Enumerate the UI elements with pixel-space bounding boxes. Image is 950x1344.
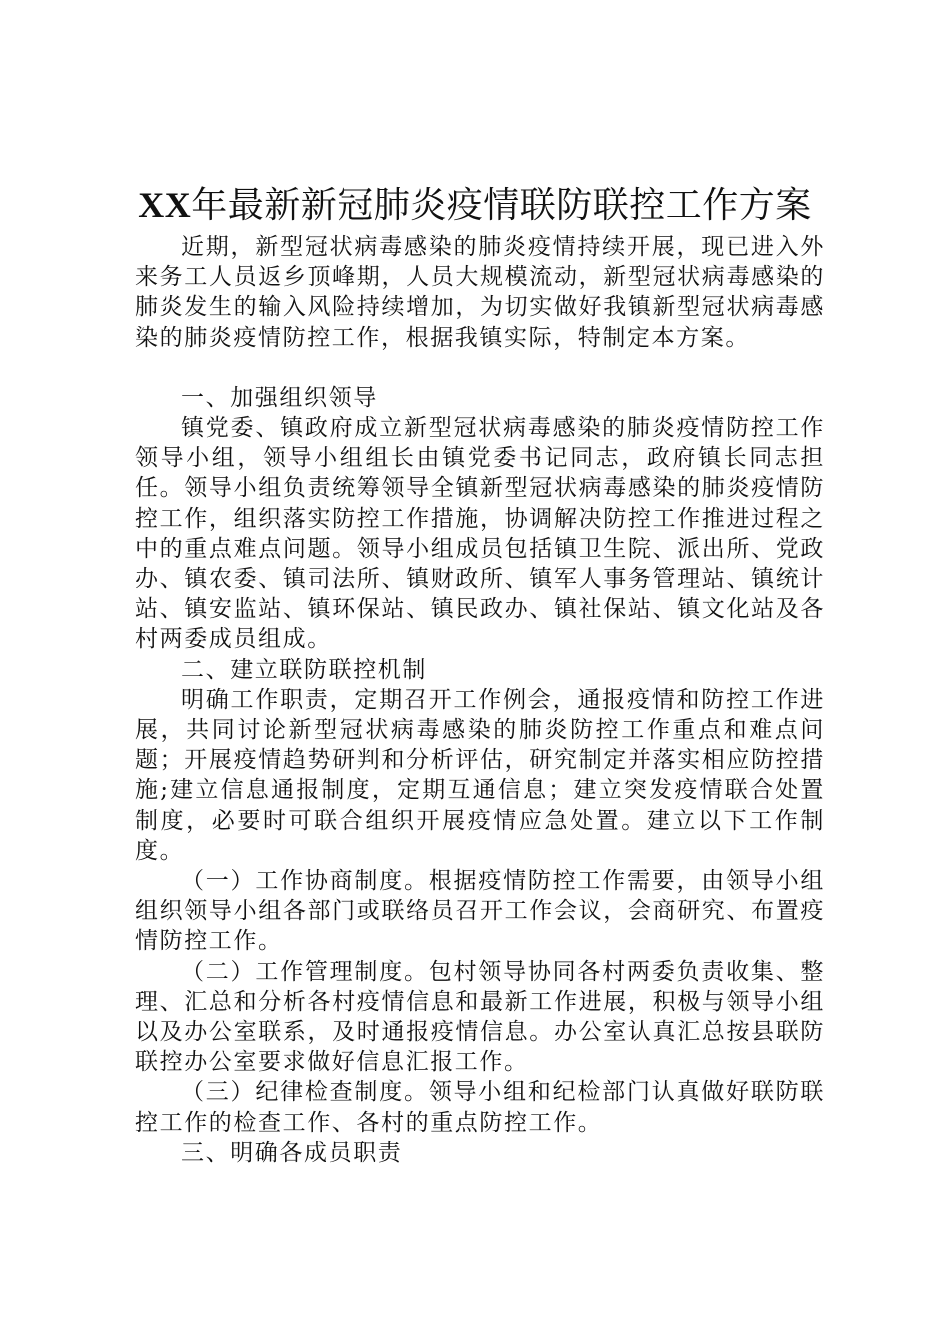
document-title (0, 183, 950, 228)
section-heading-3: 三、明确各成员职责 (181, 1139, 403, 1166)
intro-paragraph: 近期，新型冠状病毒感染的肺炎疫情持续开展，现已进入外来务工人员返乡顶峰期，人员大规模流动，新型冠状病毒感染的肺炎发生的输入风险持续增加，为切实做好我镇新型冠状病毒感染的肺炎疫情防控工作，根据我镇实际，特制定本方案。 (135, 234, 825, 351)
section-paragraph-1: 镇党委、镇政府成立新型冠状病毒感染的肺炎疫情防控工作领导小组，领导小组组长由镇党委书记同志，政府镇长同志担任。领导小组负责统筹领导全镇新型冠状病毒感染的肺炎疫情防控工作，组织落实防控工作措施，协调解决防控工作推进过程之中的重点难点问题。领导小组成员包括镇卫生院、派出所、党政办、镇农委、镇司法所、镇财政所、镇军人事务管理站、镇统计站、镇安监站、镇环保站、镇民政办、镇社保站、镇文化站及各村两委成员组成。 (135, 415, 825, 653)
title-prefix: XX (138, 185, 192, 225)
subsection-paragraph-1: （一）工作协商制度。根据疫情防控工作需要，由领导小组组织领导小组各部门或联络员召开工作会议，会商研究、布置疫情防控工作。 (135, 868, 825, 955)
document-body (135, 232, 825, 1168)
section-heading-1: 一、加强组织领导 (181, 384, 378, 411)
section-paragraph-2: 明确工作职责，定期召开工作例会，通报疫情和防控工作进展，共同讨论新型冠状病毒感染的肺炎防控工作重点和难点问题；开展疫情趋势研判和分析评估，研究制定并落实相应防控措施;建立信息通报制度，定期互通信息；建立突发疫情联合处置制度，必要时可联合组织开展疫情应急处置。建立以下工作制度。 (135, 686, 825, 864)
subsection-paragraph-2: （二）工作管理制度。包村领导协同各村两委负责收集、整理、汇总和分析各村疫情信息和最新工作进展，积极与领导小组以及办公室联系，及时通报疫情信息。办公室认真汇总按县联防联控办公室要求做好信息汇报工作。 (135, 958, 825, 1076)
section-heading-2: 二、建立联防联控机制 (181, 656, 427, 683)
paragraph-gap (135, 353, 825, 383)
subsection-paragraph-3: （三）纪律检查制度。领导小组和纪检部门认真做好联防联控工作的检查工作、各村的重点防控工作。 (135, 1079, 825, 1136)
title-text: 年最新新冠肺炎疫情联防联控工作方案 (191, 185, 812, 226)
